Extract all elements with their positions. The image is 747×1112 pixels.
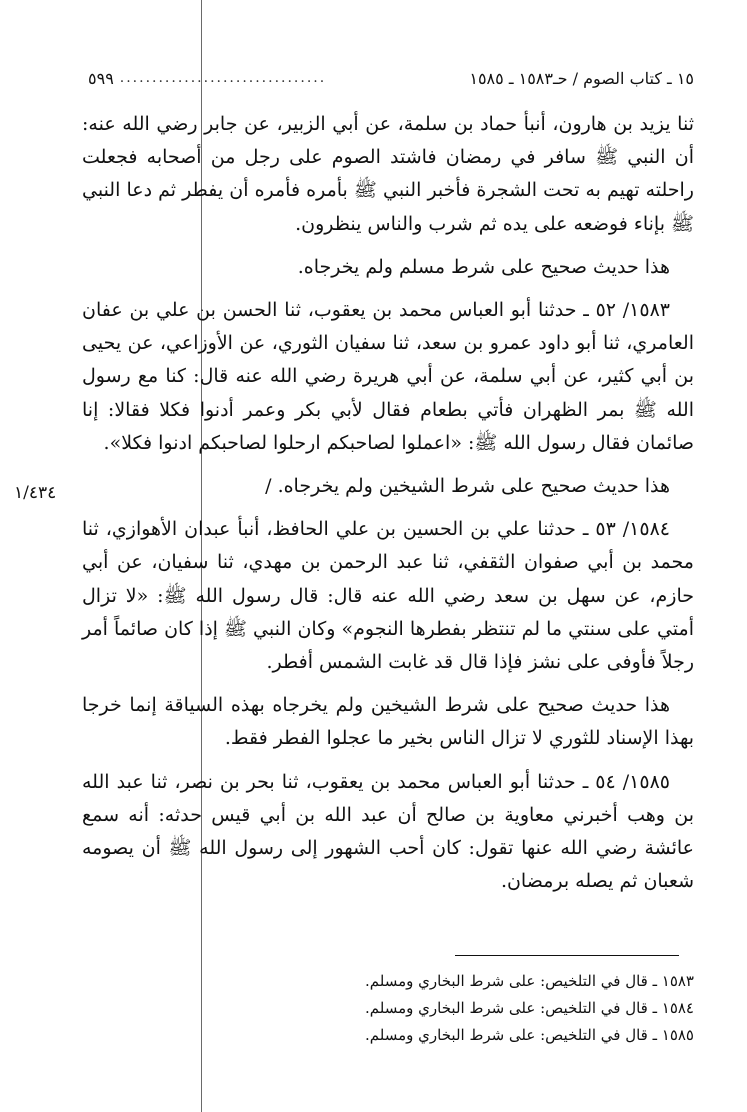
page-number: ٥٩٩ (88, 68, 114, 88)
running-title: ١٥ ـ كتاب الصوم / حـ١٥٨٣ ـ ١٥٨٥ (469, 68, 694, 88)
paragraph-grading-1583: هذا حديث صحيح على شرط الشيخين ولم يخرجاه. / (265, 475, 670, 498)
page-body (82, 108, 694, 908)
footnotes (200, 968, 694, 1049)
paragraph-hadith-1584: ١٥٨٤/ ٥٣ ـ حدثنا علي بن الحسين بن علي الحافظ، أنبأ عبدان الأهوازي، ثنا محمد بن أبي صفوان الثقفي، ثنا عبد الرحمن بن مهدي، ثنا سفيان، عن أبي حازم، عن سهل بن سعد رضي الله عنه قال: قال رسول الله ﷺ: «لا تزال أمتي على سنتي ما لم تنتظر بفطرها النجوم» وكان النبي ﷺ إذا كان صائماً أمر رجلاً فأوفى على نشز فإذا قال قد غابت الشمس أفطر. (82, 518, 694, 674)
paragraph-hadith-continuation: ثنا يزيد بن هارون، أنبأ حماد بن سلمة، عن أبي الزبير، عن جابر رضي الله عنه: أن النبي ﷺ سافر في رمضان فاشتد الصوم على رجل من أصحابه فجعلت راحلته تهيم به تحت الشجرة فأخبر النبي ﷺ بأمره فأمره أن يفطر ثم دعا النبي ﷺ بإناء فوضعه على يده ثم شرب والناس ينظرون. (82, 113, 694, 235)
header-leader-dots: ................................ (119, 70, 327, 86)
footnote-1584: ١٥٨٤ ـ قال في التلخيص: على شرط البخاري ومسلم. (365, 999, 694, 1017)
paragraph-grading-1582: هذا حديث صحيح على شرط مسلم ولم يخرجاه. (297, 255, 670, 278)
paragraph-hadith-1583: ١٥٨٣/ ٥٢ ـ حدثنا أبو العباس محمد بن يعقوب، ثنا الحسن بن علي بن عفان العامري، ثنا أبو داود عمرو بن سعد، ثنا سفيان الثوري، عن الأوزاعي، عن يحيى بن أبي كثير، عن أبي سلمة، عن أبي هريرة رضي الله عنه قال: كنا مع رسول الله ﷺ بمر الظهران فأتي بطعام فقال لأبي بكر وعمر أدنوا فكلا فقالا: إنا صائمان فقال رسول الله ﷺ: «اعملوا لصاحبكم ارحلوا لصاحبكم ادنوا فكلا». (82, 299, 694, 454)
margin-manuscript-reference: ١/٤٣٤ (14, 483, 57, 503)
footnote-1585: ١٥٨٥ ـ قال في التلخيص: على شرط البخاري ومسلم. (365, 1026, 694, 1044)
paragraph-grading-1584: هذا حديث صحيح على شرط الشيخين ولم يخرجاه بهذه السياقة إنما خرجا بهذا الإسناد للثوري لا تزال الناس بخير ما عجلوا الفطر فقط. (82, 694, 694, 750)
paragraph-hadith-1585: ١٥٨٥/ ٥٤ ـ حدثنا أبو العباس محمد بن يعقوب، ثنا بحر بن نصر، ثنا عبد الله بن وهب أخبرني معاوية بن صالح أن عبد الله بن أبي قيس حدثه: أنه سمع عائشة رضي الله عنها تقول: كان أحب الشهور إلى رسول الله ﷺ أن يصومه شعبان ثم يصله برمضان. (82, 770, 694, 893)
running-header (88, 64, 694, 92)
footnote-separator (455, 955, 679, 956)
footnote-1583: ١٥٨٣ ـ قال في التلخيص: على شرط البخاري ومسلم. (365, 972, 694, 990)
